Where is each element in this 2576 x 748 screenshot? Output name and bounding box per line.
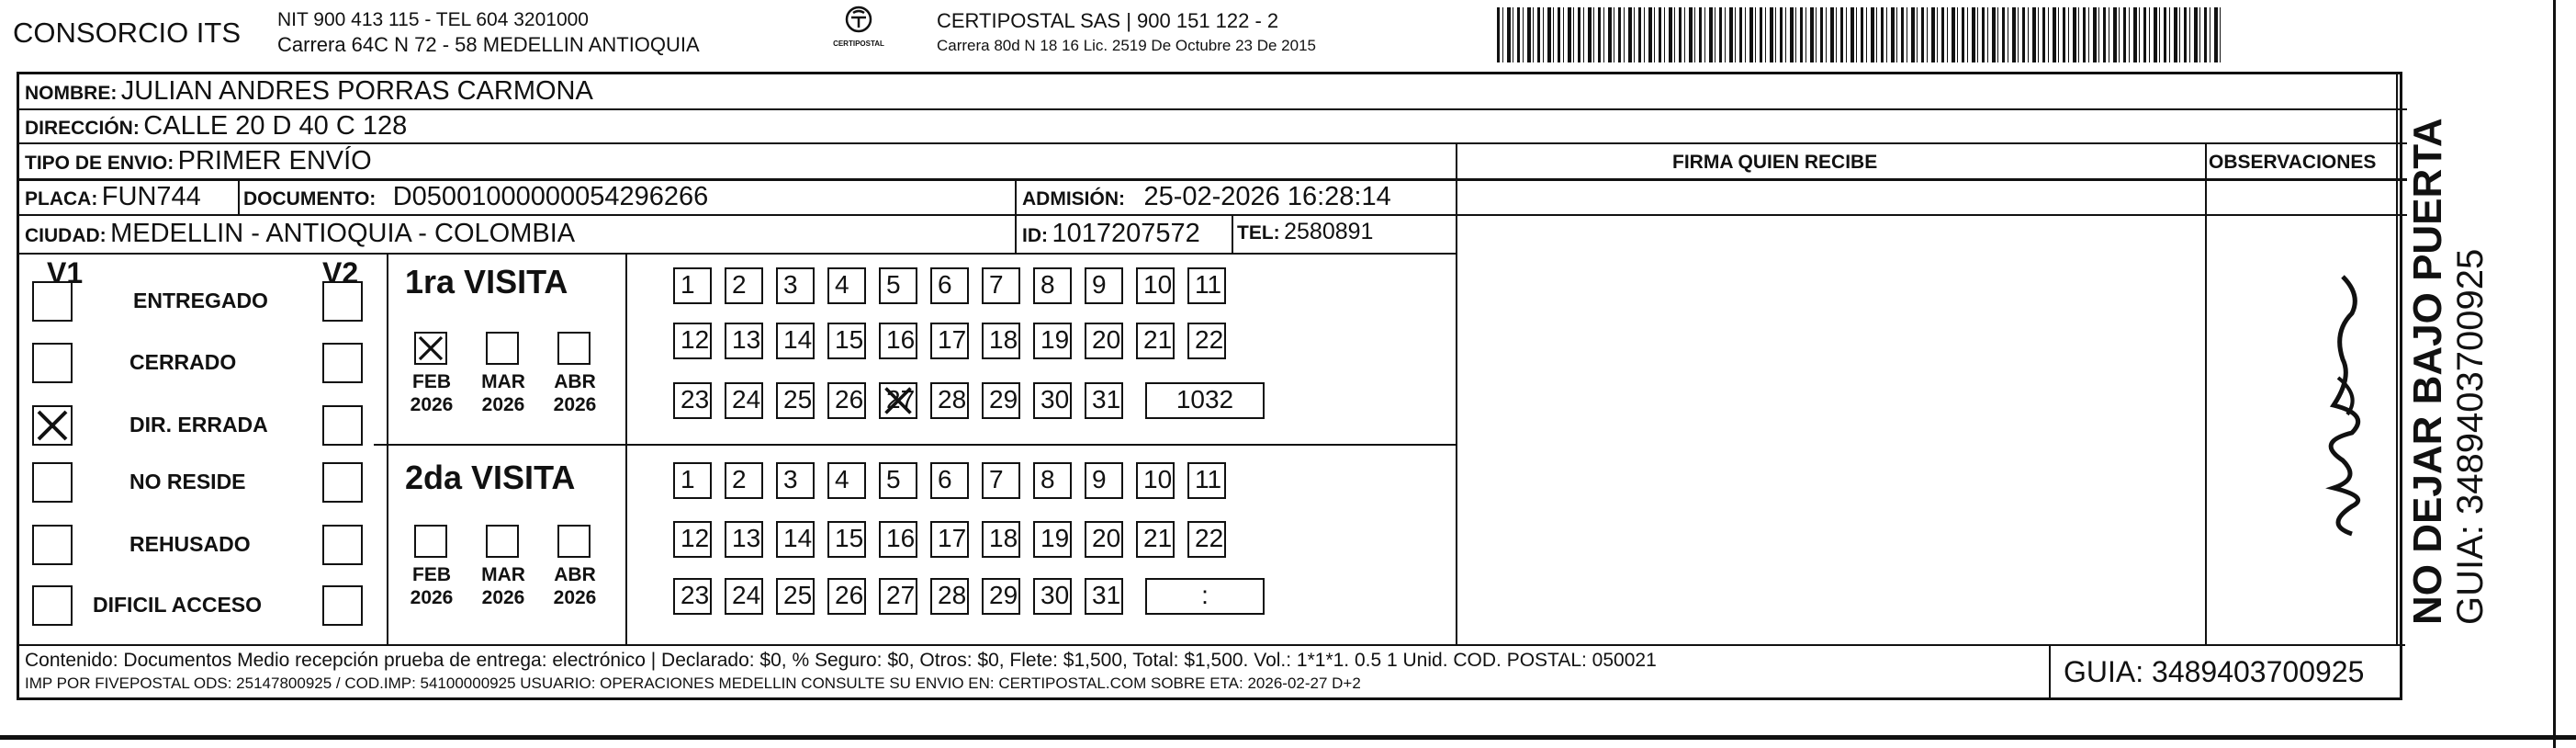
x-mark-icon [416,334,445,363]
day-box[interactable]: 5 [879,267,917,304]
v2-checkbox[interactable] [322,343,363,383]
tel-cell [1237,219,1373,245]
day-box[interactable]: 25 [776,578,815,615]
month-checkbox[interactable] [414,525,447,558]
day-box[interactable]: 3 [776,267,815,304]
id-value: 1017207572 [1052,219,1200,248]
direccion-value: CALLE 20 D 40 C 128 [143,111,408,141]
v2-checkbox[interactable] [322,405,363,446]
v2-checkbox[interactable] [322,525,363,565]
day-box[interactable]: 13 [725,323,763,359]
id-cell [1022,219,1200,249]
day-number: 27 [886,385,916,414]
side-warning: NO DEJAR BAJO PUERTA [2405,118,2450,625]
ciudad-label: CIUDAD: [25,225,107,246]
tel-value: 2580891 [1284,219,1374,244]
day-box[interactable]: 14 [776,521,815,558]
month-year: 2026 [553,394,597,415]
documento-cell [243,182,708,212]
day-box[interactable]: 1 [673,462,712,499]
month-year: 2026 [553,587,597,608]
admision-value: 25-02-2026 16:28:14 [1143,182,1391,211]
admision-label: ADMISIÓN: [1022,188,1125,210]
month-label [548,370,602,416]
day-box[interactable]: 21 [1136,323,1175,359]
nombre-row [25,76,593,107]
month-label [548,563,602,609]
tipo-row [25,146,372,176]
time-box[interactable]: 1032 [1145,382,1265,419]
ciudad-cell [25,219,575,249]
month-label [477,370,530,416]
nombre-value: JULIAN ANDRES PORRAS CARMONA [120,76,593,106]
day-box[interactable]: 23 [673,382,712,419]
status-label: DIR. ERRADA [129,413,268,436]
month-name: ABR [554,371,596,392]
day-box[interactable]: 19 [1033,323,1072,359]
day-box[interactable]: 6 [930,267,969,304]
status-label: ENTREGADO [133,289,268,312]
x-mark-icon [34,407,71,444]
month-year: 2026 [481,394,525,415]
side-guia: GUIA: 3489403700925 [2450,248,2491,625]
v1-checkbox[interactable] [32,343,73,383]
day-box[interactable]: 10 [1136,267,1175,304]
day-box[interactable]: 31 [1085,382,1123,419]
footer-line2: IMP POR FIVEPOSTAL ODS: 25147800925 / COD.IMP: 54100000925 USUARIO: OPERACIONES MEDELLIN CONSULTE SU ENVIO EN: CERTIPOSTAL.COM SOBRE ETA: 2026-02-27 D+2 [25,674,1361,692]
placa-cell [25,182,201,212]
day-box[interactable]: 24 [725,578,763,615]
direccion-label: DIRECCIÓN: [25,118,140,139]
nombre-label: NOMBRE: [25,83,118,104]
day-box[interactable]: 24 [725,382,763,419]
carrier-address: Carrera 80d N 18 16 Lic. 2519 De Octubre 23 De 2015 [937,37,1316,54]
day-box[interactable]: 16 [879,323,917,359]
documento-value: D05001000000054296266 [392,182,709,211]
day-box[interactable]: 12 [673,323,712,359]
footer-line1: Contenido: Documentos Medio recepción prueba de entrega: electrónico | Declarado: $0, % Seguro: $0, Otros: $0, Flete: $1,500, Total: $1,500. Vol.: 1*1*1. 0.5 1 Unid. COD. POSTAL: 050021 [25,650,1657,671]
day-box[interactable]: 28 [930,578,969,615]
month-label [477,563,530,609]
month-year: 2026 [481,587,525,608]
month-checkbox[interactable] [486,332,519,365]
time-box[interactable]: : [1145,578,1265,615]
day-box[interactable]: 13 [725,521,763,558]
day-box[interactable]: 26 [827,578,866,615]
day-box[interactable]: 27 [879,578,917,615]
day-box[interactable]: 25 [776,382,815,419]
day-box[interactable]: 21 [1136,521,1175,558]
day-box[interactable]: 1 [673,267,712,304]
day-box[interactable]: 19 [1033,521,1072,558]
certipostal-logo [825,6,893,48]
month-name: ABR [554,564,596,585]
header [0,0,1506,66]
day-box[interactable]: 7 [982,267,1020,304]
observaciones-label: OBSERVACIONES [2209,152,2377,173]
v1-checkbox[interactable] [32,525,73,565]
handwritten-signature [2297,258,2389,552]
month-checkbox[interactable] [414,332,447,365]
month-year: 2026 [410,394,454,415]
month-label [405,370,458,416]
v1-checkbox[interactable] [32,405,73,446]
month-name: FEB [412,371,451,392]
barcode [1497,7,2222,62]
day-box[interactable]: 4 [827,462,866,499]
month-name: FEB [412,564,451,585]
carrier-line: CERTIPOSTAL SAS | 900 151 122 - 2 [937,9,1279,32]
day-box[interactable]: 20 [1085,323,1123,359]
v2-checkbox[interactable] [322,281,363,322]
second-visit-title: 2da VISITA [405,459,576,496]
month-checkbox[interactable] [486,525,519,558]
month-name: MAR [481,564,525,585]
day-box[interactable]: 26 [827,382,866,419]
day-box[interactable]: 23 [673,578,712,615]
day-box[interactable]: 29 [982,578,1020,615]
v1-checkbox[interactable] [32,585,73,626]
day-box[interactable]: 15 [827,323,866,359]
nit-line: NIT 900 413 115 - TEL 604 3201000 [277,9,589,30]
v2-checkbox[interactable] [322,462,363,503]
day-box[interactable]: 17 [930,323,969,359]
day-box[interactable]: 17 [930,521,969,558]
day-box[interactable]: 30 [1033,382,1072,419]
day-box[interactable]: 8 [1033,462,1072,499]
day-box[interactable]: 30 [1033,578,1072,615]
day-box[interactable]: 11 [1187,267,1226,304]
month-name: MAR [481,371,525,392]
company-name: CONSORCIO ITS [13,17,242,49]
day-box[interactable]: 2 [725,462,763,499]
logo-text: CERTIPOSTAL [833,40,884,48]
day-box[interactable] [879,382,917,419]
footer-guia: GUIA: 3489403700925 [2064,655,2365,688]
day-box[interactable]: 15 [827,521,866,558]
tipo-label: TIPO DE ENVIO: [25,153,174,174]
day-box[interactable]: 5 [879,462,917,499]
side-text [2406,118,2491,625]
day-box[interactable]: 4 [827,267,866,304]
day-box[interactable]: 20 [1085,521,1123,558]
id-label: ID: [1022,225,1048,246]
tel-label: TEL: [1237,222,1280,244]
day-box[interactable]: 22 [1187,323,1226,359]
day-box[interactable]: 6 [930,462,969,499]
day-box[interactable]: 31 [1085,578,1123,615]
day-box[interactable]: 29 [982,382,1020,419]
v2-label: V2 [322,256,359,289]
v1-label: V1 [47,256,84,289]
day-box[interactable]: 7 [982,462,1020,499]
day-box[interactable]: 3 [776,462,815,499]
company-address: Carrera 64C N 72 - 58 MEDELLIN ANTIOQUIA [277,33,700,56]
day-box[interactable]: 18 [982,521,1020,558]
v1-checkbox[interactable] [32,281,73,322]
status-label: REHUSADO [129,532,251,556]
v1-checkbox[interactable] [32,462,73,503]
edge-line [2553,0,2556,748]
form-frame [17,72,2402,700]
status-label: CERRADO [129,350,237,374]
placa-label: PLACA: [25,188,98,210]
month-label [405,563,458,609]
day-box[interactable]: 9 [1085,267,1123,304]
admision-cell [1022,182,1391,212]
status-label: NO RESIDE [129,470,246,493]
documento-label: DOCUMENTO: [243,188,377,210]
day-box[interactable]: 28 [930,382,969,419]
first-visit-title: 1ra VISITA [405,263,568,300]
day-box[interactable]: 10 [1136,462,1175,499]
tipo-value: PRIMER ENVÍO [177,146,372,176]
placa-value: FUN744 [101,182,201,211]
day-box[interactable]: 14 [776,323,815,359]
firma-label: FIRMA QUIEN RECIBE [1672,152,1878,173]
day-box[interactable]: 22 [1187,521,1226,558]
v2-checkbox[interactable] [322,585,363,626]
bottom-edge [0,735,2576,740]
day-box[interactable]: 11 [1187,462,1226,499]
day-box[interactable]: 12 [673,521,712,558]
day-box[interactable]: 8 [1033,267,1072,304]
ciudad-value: MEDELLIN - ANTIOQUIA - COLOMBIA [110,219,576,248]
day-box[interactable]: 18 [982,323,1020,359]
direccion-row [25,111,407,142]
month-checkbox[interactable] [557,525,591,558]
month-year: 2026 [410,587,454,608]
day-box[interactable]: 16 [879,521,917,558]
status-label: DIFICIL ACCESO [93,593,263,617]
day-box[interactable]: 2 [725,267,763,304]
month-checkbox[interactable] [557,332,591,365]
day-box[interactable]: 9 [1085,462,1123,499]
